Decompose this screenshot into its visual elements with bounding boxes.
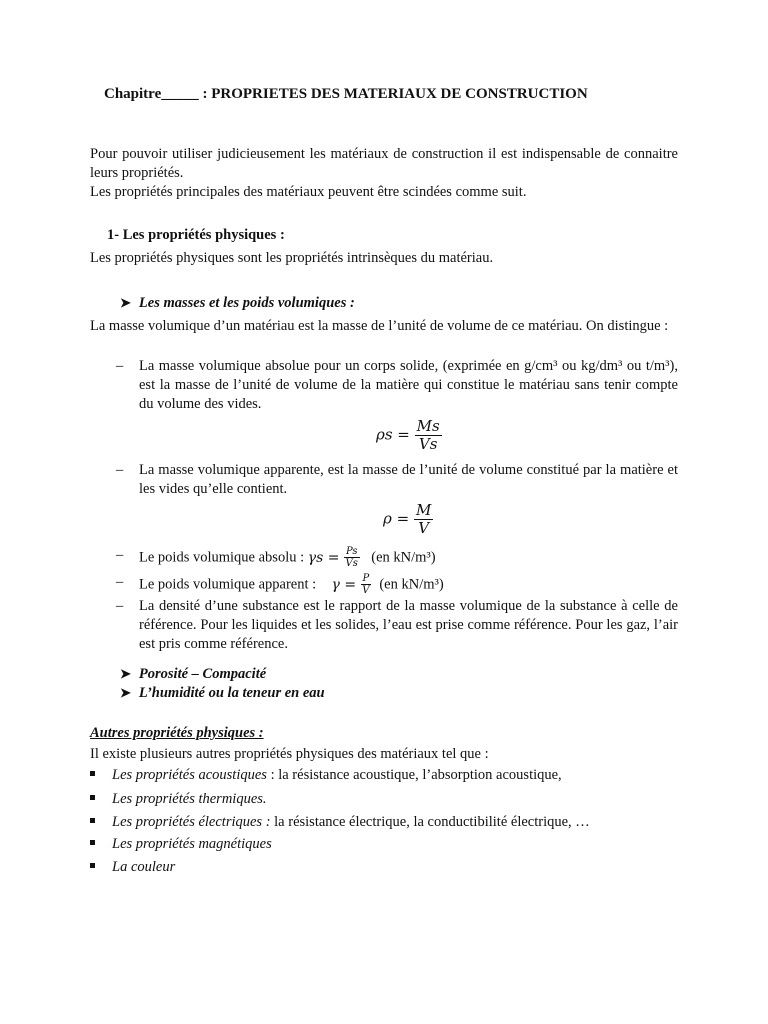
list-item-text: La masse volumique absolue pour un corps solide, (exprimée en g/cm³ ou kg/dm³ ou t/m³), est la masse de l’unité de volume de la matière qui constitue le matériau sans tenir compte du volume des vides.: [139, 358, 678, 412]
list-item-poids-absolu: [116, 546, 678, 570]
list-item-rest: : la résistance acoustique, l’absorption acoustique,: [266, 767, 562, 783]
list-item-italic: Les propriétés thermiques.: [112, 791, 267, 807]
list-item-rest: la résistance électrique, la conductibilité électrique, …: [270, 814, 590, 830]
formula-fraction: [344, 546, 360, 569]
humidite-label: L’humidité ou la teneur en eau: [138, 685, 325, 701]
formula-lhs: γs =: [307, 549, 340, 566]
dash-bullet: –: [116, 598, 124, 614]
list-item-text-wrap: [139, 573, 678, 596]
formula-denominator: V: [362, 585, 370, 596]
formula-lhs: γ =: [331, 576, 357, 593]
square-bullet: [90, 840, 95, 845]
formula-numerator: P: [362, 573, 370, 584]
list-item-text: Le poids volumique absolu :: [139, 549, 305, 566]
list-item-poids-apparent: [116, 573, 678, 597]
list-item-text: La densité d’une substance est le rapport de la masse volumique de la substance à celle de référence. Pour les liquides et les solides, l’eau est prise comme référence. Pour les gaz, l’air est pris comme référence.: [139, 598, 678, 652]
formula-fraction: [414, 502, 433, 537]
chapter-title: Chapitre_____ : PROPRIETES DES MATERIAUX DE CONSTRUCTION: [104, 86, 588, 102]
humidite-heading: [120, 685, 325, 702]
masses-heading-label: Les masses et les poids volumiques :: [138, 295, 355, 311]
formula-lhs: ρ =: [383, 509, 410, 528]
list-item-italic: Les propriétés magnétiques: [112, 836, 272, 852]
dash-bullet: –: [116, 547, 124, 563]
arrow-bullet-icon: ➤: [120, 295, 131, 310]
formula-denominator: V: [418, 519, 430, 537]
list-item-text-wrap: [139, 546, 678, 569]
section-1-heading: 1- Les propriétés physiques :: [107, 227, 285, 243]
formula-fraction: [361, 573, 372, 596]
list-item: [90, 767, 562, 784]
list-item: [90, 859, 175, 876]
formula-numerator: Ms: [416, 417, 440, 435]
formula-denominator: Vs: [418, 435, 438, 453]
list-item-italic: Les propriétés électriques :: [112, 814, 271, 830]
unit-text: (en kN/m³): [379, 576, 444, 593]
formula-numerator: Ps: [345, 546, 358, 557]
section-1-text: Les propriétés physiques sont les propriétés intrinsèques du matériau.: [90, 250, 494, 266]
masses-intro: La masse volumique d’un matériau est la masse de l’unité de volume de ce matériau. On distingue :: [90, 318, 669, 334]
porosite-label: Porosité – Compacité: [138, 666, 267, 682]
dash-bullet: –: [116, 358, 124, 374]
formula-rho: [383, 502, 433, 537]
list-item-text: La masse volumique apparente, est la masse de l’unité de volume constitué par la matière et les vides qu’elle contient.: [139, 462, 678, 497]
square-bullet: [90, 818, 95, 823]
intro-paragraph-1: Pour pouvoir utiliser judicieusement les matériaux de construction il est indispensable de connaitre leurs propriétés.: [90, 146, 678, 181]
formula-lhs: ρs =: [376, 425, 410, 444]
list-item: [90, 836, 272, 853]
list-item: [90, 791, 267, 808]
autres-intro: Il existe plusieurs autres propriétés physiques des matériaux tel que :: [90, 746, 489, 762]
intro-paragraph-2: Les propriétés principales des matériaux peuvent être scindées comme suit.: [90, 184, 527, 200]
arrow-bullet-icon: ➤: [120, 666, 131, 681]
list-item-italic: La couleur: [112, 859, 176, 875]
masses-heading: [120, 295, 355, 312]
list-item: [90, 814, 590, 831]
formula-fraction: [415, 418, 442, 453]
formula-rho-s: [376, 418, 442, 453]
formula-gamma: [327, 573, 376, 596]
square-bullet: [90, 863, 95, 868]
formula-denominator: Vs: [345, 558, 358, 569]
formula-numerator: M: [415, 501, 432, 519]
square-bullet: [90, 795, 95, 800]
unit-text: (en kN/m³): [371, 549, 436, 566]
dash-bullet: –: [116, 574, 124, 590]
list-item-italic: Les propriétés acoustiques: [112, 767, 267, 783]
list-item-text: Le poids volumique apparent :: [139, 576, 317, 593]
square-bullet: [90, 771, 95, 776]
arrow-bullet-icon: ➤: [120, 685, 131, 700]
porosite-heading: [120, 666, 266, 683]
formula-gamma-s: [307, 546, 364, 569]
dash-bullet: –: [116, 462, 124, 478]
autres-heading: Autres propriétés physiques :: [90, 725, 264, 741]
